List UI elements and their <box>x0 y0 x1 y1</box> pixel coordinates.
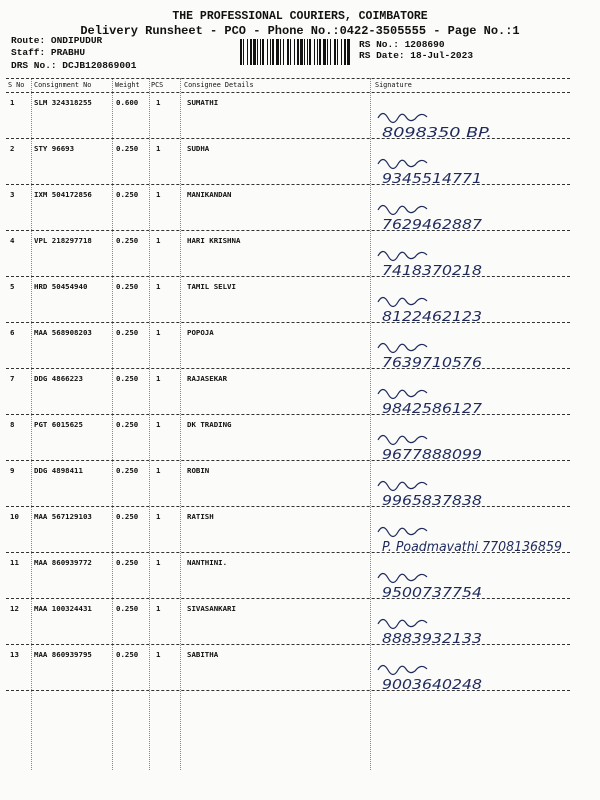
signature-scribble <box>378 344 427 353</box>
signature-scribble <box>378 252 427 261</box>
staff-label: Staff: PRABHU <box>11 47 86 58</box>
row-consignment-no: STY 96693 <box>34 144 75 153</box>
row-sno: 4 <box>10 236 15 245</box>
row-weight: 0.600 <box>116 98 139 107</box>
row-sno: 12 <box>10 604 19 613</box>
signature-scribble <box>378 160 427 169</box>
handwritten-phone: 9003640248 <box>382 678 482 693</box>
row-weight: 0.250 <box>116 558 139 567</box>
handwritten-phone: 9842586127 <box>382 402 483 417</box>
row-separator <box>6 184 570 185</box>
row-separator <box>6 138 570 139</box>
handwritten-phone: 9965837838 <box>382 494 482 509</box>
signature-scribble <box>378 298 427 307</box>
row-consignment-no: MAA 100324431 <box>34 604 92 613</box>
row-pcs: 1 <box>156 558 161 567</box>
handwritten-phone: 7418370218 <box>382 264 482 279</box>
row-consignee: NANTHINI. <box>187 558 228 567</box>
row-separator <box>6 598 570 599</box>
row-pcs: 1 <box>156 98 161 107</box>
row-consignment-no: IXM 504172856 <box>34 190 92 199</box>
row-sno: 10 <box>10 512 19 521</box>
column-divider <box>149 78 150 770</box>
signature-scribble <box>378 390 427 399</box>
row-pcs: 1 <box>156 328 161 337</box>
row-consignment-no: PGT 6015625 <box>34 420 83 429</box>
row-separator <box>6 552 570 553</box>
column-header-weight: Weight <box>115 81 140 89</box>
row-consignee: RAJASEKAR <box>187 374 228 383</box>
row-sno: 13 <box>10 650 19 659</box>
row-consignee: SIVASANKARI <box>187 604 236 613</box>
rs-number: RS No.: 1208690 <box>359 39 445 50</box>
row-pcs: 1 <box>156 420 161 429</box>
signature-scribble <box>378 114 427 123</box>
column-divider <box>370 78 371 770</box>
signature-area <box>372 336 568 378</box>
column-header-signature: Signature <box>375 81 412 89</box>
row-consignment-no: VPL 218297718 <box>34 236 92 245</box>
row-consignee: POPOJA <box>187 328 214 337</box>
row-separator <box>6 506 570 507</box>
row-consignment-no: DDG 4898411 <box>34 466 83 475</box>
row-sno: 2 <box>10 144 15 153</box>
row-pcs: 1 <box>156 374 161 383</box>
row-sno: 3 <box>10 190 15 199</box>
signature-scribble <box>378 436 427 445</box>
row-separator <box>6 276 570 277</box>
signature-area <box>372 290 568 332</box>
row-weight: 0.250 <box>116 374 139 383</box>
row-consignee: ROBIN <box>187 466 210 475</box>
signature-area <box>372 152 568 194</box>
row-consignment-no: MAA 860939772 <box>34 558 92 567</box>
drs-number: DRS No.: DCJB120869001 <box>11 60 137 71</box>
row-consignment-no: MAA 568908203 <box>34 328 92 337</box>
row-consignee: SABITHA <box>187 650 219 659</box>
handwritten-phone: 9677888099 <box>382 448 482 463</box>
signature-area <box>372 612 568 654</box>
signature-scribble <box>378 482 427 491</box>
table-top-rule <box>6 78 570 79</box>
handwritten-phone: 7629462887 <box>382 218 483 233</box>
row-pcs: 1 <box>156 512 161 521</box>
column-header-consignee: Consignee Details <box>184 81 254 89</box>
signature-area <box>372 520 568 562</box>
handwritten-phone: 9345514771 <box>382 172 482 187</box>
row-pcs: 1 <box>156 282 161 291</box>
column-header-consignment: Consignment No <box>34 81 92 89</box>
row-sno: 1 <box>10 98 15 107</box>
row-weight: 0.250 <box>116 144 139 153</box>
signature-area <box>372 382 568 424</box>
row-consignment-no: DDG 4866223 <box>34 374 83 383</box>
signature-area <box>372 474 568 516</box>
row-consignee: SUDHA <box>187 144 210 153</box>
signature-scribble <box>378 206 427 215</box>
handwritten-phone: 8098350 BP. <box>382 126 492 141</box>
row-pcs: 1 <box>156 144 161 153</box>
row-consignee: RATISH <box>187 512 214 521</box>
row-weight: 0.250 <box>116 512 139 521</box>
row-consignee: TAMIL SELVI <box>187 282 236 291</box>
row-sno: 6 <box>10 328 15 337</box>
row-separator <box>6 230 570 231</box>
barcode <box>240 39 352 65</box>
row-consignee: SUMATHI <box>187 98 219 107</box>
row-pcs: 1 <box>156 190 161 199</box>
row-consignee: MANIKANDAN <box>187 190 232 199</box>
row-separator <box>6 460 570 461</box>
row-weight: 0.250 <box>116 328 139 337</box>
row-separator <box>6 368 570 369</box>
signature-scribble <box>378 620 427 629</box>
row-weight: 0.250 <box>116 282 139 291</box>
row-weight: 0.250 <box>116 420 139 429</box>
signature-scribble <box>378 528 427 537</box>
row-separator <box>6 414 570 415</box>
row-sno: 8 <box>10 420 15 429</box>
row-consignment-no: MAA 567129103 <box>34 512 92 521</box>
row-weight: 0.250 <box>116 236 139 245</box>
rs-date: RS Date: 18-Jul-2023 <box>359 50 474 61</box>
signature-scribble <box>378 666 427 675</box>
row-consignee: DK TRADING <box>187 420 232 429</box>
row-separator <box>6 644 570 645</box>
column-divider <box>31 78 32 770</box>
row-weight: 0.250 <box>116 190 139 199</box>
handwritten-phone: 7639710576 <box>382 356 482 371</box>
row-sno: 5 <box>10 282 15 291</box>
column-divider <box>180 78 181 770</box>
row-consignment-no: MAA 860939795 <box>34 650 92 659</box>
row-weight: 0.250 <box>116 604 139 613</box>
signature-area <box>372 198 568 240</box>
row-weight: 0.250 <box>116 650 139 659</box>
signature-scribble <box>378 574 427 583</box>
row-weight: 0.250 <box>116 466 139 475</box>
signature-area <box>372 106 568 148</box>
column-header-pcs: PCS <box>151 81 164 89</box>
row-separator <box>6 322 570 323</box>
signature-area <box>372 428 568 470</box>
row-pcs: 1 <box>156 604 161 613</box>
signature-area <box>372 566 568 608</box>
handwritten-phone: 8883932133 <box>382 632 482 647</box>
document-subtitle: Delivery Runsheet - PCO - Phone No.:0422-3505555 - Page No.:1 <box>80 24 520 38</box>
row-sno: 9 <box>10 466 15 475</box>
row-separator <box>6 690 570 691</box>
row-consignee: HARI KRISHNA <box>187 236 241 245</box>
route-label: Route: ONDIPUDUR <box>11 35 103 46</box>
column-divider <box>112 78 113 770</box>
row-consignment-no: SLM 324318255 <box>34 98 92 107</box>
handwritten-phone: 8122462123 <box>382 310 482 325</box>
signature-area <box>372 244 568 286</box>
row-pcs: 1 <box>156 236 161 245</box>
row-pcs: 1 <box>156 650 161 659</box>
row-consignment-no: HRD 50454940 <box>34 282 88 291</box>
document-title: THE PROFESSIONAL COURIERS, COIMBATORE <box>172 10 428 23</box>
row-sno: 7 <box>10 374 15 383</box>
header-rule <box>6 92 570 93</box>
row-sno: 11 <box>10 558 19 567</box>
row-pcs: 1 <box>156 466 161 475</box>
handwritten-phone: 9500737754 <box>382 586 482 601</box>
column-header-sno: S No <box>8 81 25 89</box>
handwritten-phone: P. Poadmavathi 7708136859 <box>382 540 562 555</box>
signature-area <box>372 658 568 700</box>
